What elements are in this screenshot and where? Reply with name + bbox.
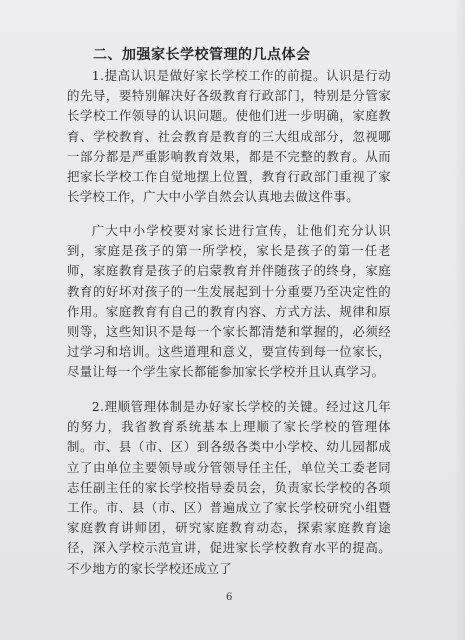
paragraph-2: 广大中小学校要对家长进行宣传，让他们充分认识到，家庭是孩子的第一所学校，家长是孩子的第一任老师，家庭教育是孩子的启蒙教育并伴随孩子的终身，家庭教育的好坏对孩子的一生发展起到十分重要乃至决定性的作用。家庭教育有自己的教育内容、方式方法、规律和原则等，这些知识不是每一个家长都清楚和掌握的，必须经过学习和培训。这些道理和意义，要宣传到每一位家长，尽量让每一个学生家长都能参加家长学校并且认真学习。 xyxy=(67,223,391,380)
paragraph-1: 1.提高认识是做好家长学校工作的前提。认识是行动的先导，要特别解决好各级教育行政部门，特别是分管家长学校工作领导的认识问题。使他们进一步明确，家庭教育、学校教育、社会教育是教育的三大组成部分，忽视哪一部分都是严重影响教育效果，都是不完整的教育。从而把家长学校工作自觉地摆上位置，教育行政部门重视了家长学校工作，广大中小学自然会认真地去做这件事。 xyxy=(67,68,391,205)
page-number: 6 xyxy=(226,592,233,603)
section-heading: 二、加强家长学校管理的几点体会 xyxy=(93,47,311,63)
page-edge-shadow xyxy=(455,0,465,640)
paragraph-3: 2.理顺管理体制是办好家长学校的关键。经过这几年的努力，我省教育系统基本上理顺了家长学校的管理体制。市、县（市、区）到各级各类中小学校、幼儿园都成立了由单位主要领导或分管领导任主任，单位关工委老同志任副主任的家长学校指导委员会，负责家长学校的各项工作。市、县（市、区）普遍成立了家长学校研究小组暨家庭教育讲师团，研究家庭教育动态，探索家庭教育途径，深入学校示范宣讲，促进家长学校教育水平的提高。不少地方的家长学校还成立了 xyxy=(67,399,391,576)
